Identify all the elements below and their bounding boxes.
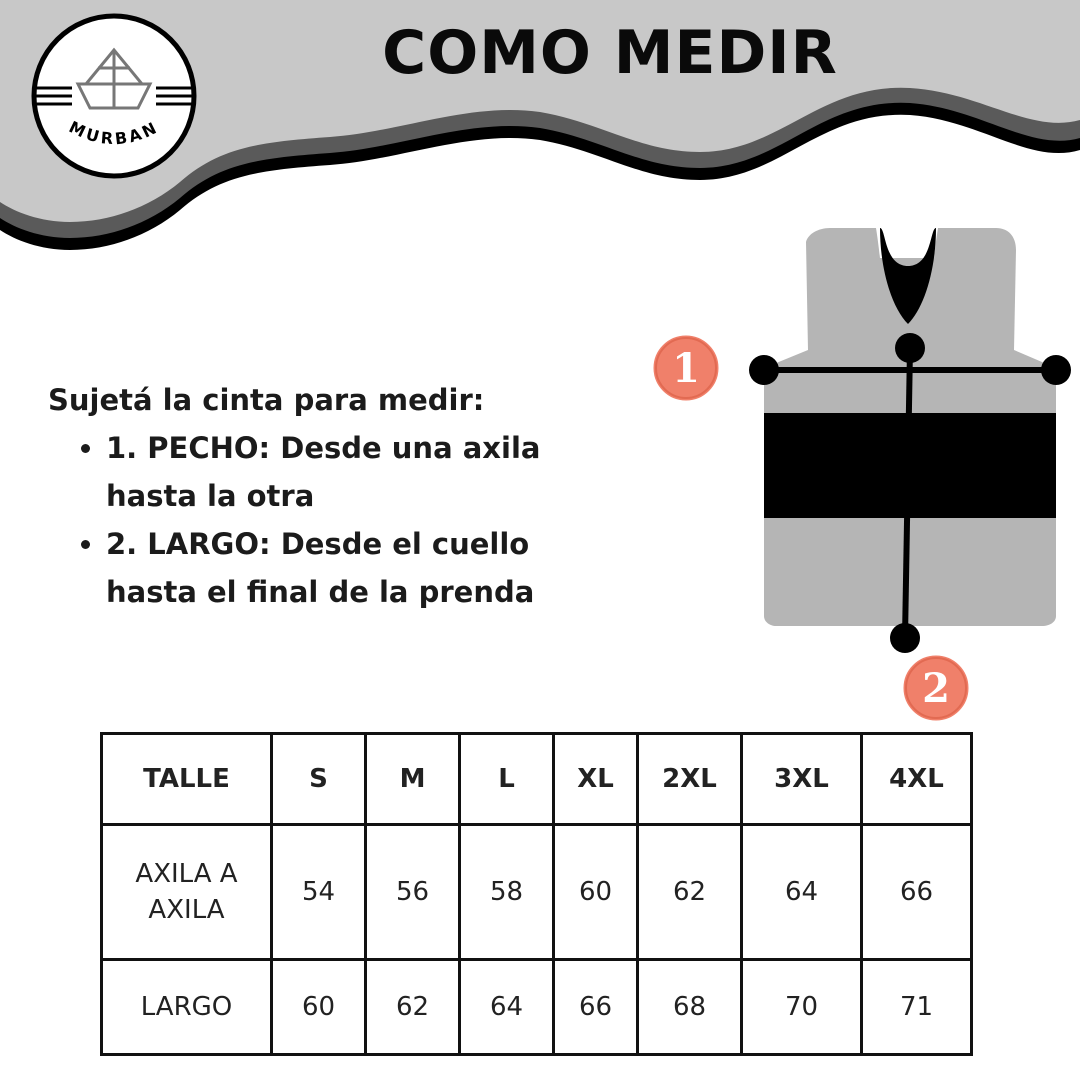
table-cell: 56 bbox=[366, 825, 460, 960]
instructions-list bbox=[48, 424, 608, 616]
size-header-4xl: 4XL bbox=[862, 734, 972, 825]
instruction-length: • 2. LARGO: Desde el cuello hasta el final de la prenda bbox=[106, 520, 608, 616]
size-table bbox=[100, 732, 973, 1056]
table-cell: 62 bbox=[638, 825, 742, 960]
table-header-label: TALLE bbox=[102, 734, 272, 825]
row-label-chest: AXILA A AXILA bbox=[102, 825, 272, 960]
size-header-s: S bbox=[272, 734, 366, 825]
table-cell: 66 bbox=[554, 960, 638, 1055]
size-header-3xl: 3XL bbox=[742, 734, 862, 825]
vest-diagram bbox=[640, 220, 1080, 730]
size-header-m: M bbox=[366, 734, 460, 825]
table-cell: 68 bbox=[638, 960, 742, 1055]
table-cell: 60 bbox=[272, 960, 366, 1055]
svg-text:2: 2 bbox=[922, 665, 950, 712]
size-header-l: L bbox=[460, 734, 554, 825]
hem-dot bbox=[890, 623, 920, 653]
brand-logo bbox=[28, 10, 200, 182]
table-header-row bbox=[102, 734, 972, 825]
chest-end-dot bbox=[1041, 355, 1071, 385]
badge-2-icon bbox=[902, 654, 970, 722]
table-cell: 64 bbox=[742, 825, 862, 960]
instruction-chest: • 1. PECHO: Desde una axila hasta la otra bbox=[106, 424, 608, 520]
table-cell: 62 bbox=[366, 960, 460, 1055]
size-header-xl: XL bbox=[554, 734, 638, 825]
row-label-length: LARGO bbox=[102, 960, 272, 1055]
table-cell: 71 bbox=[862, 960, 972, 1055]
chest-start-dot bbox=[749, 355, 779, 385]
instructions-intro: Sujetá la cinta para medir: bbox=[48, 383, 485, 417]
table-cell: 64 bbox=[460, 960, 554, 1055]
table-row bbox=[102, 960, 972, 1055]
table-cell: 70 bbox=[742, 960, 862, 1055]
table-cell: 54 bbox=[272, 825, 366, 960]
size-header-2xl: 2XL bbox=[638, 734, 742, 825]
table-cell: 66 bbox=[862, 825, 972, 960]
badge-1-icon bbox=[652, 334, 720, 402]
table-cell: 58 bbox=[460, 825, 554, 960]
svg-text:1: 1 bbox=[672, 345, 700, 392]
table-cell: 60 bbox=[554, 825, 638, 960]
instructions bbox=[48, 376, 608, 616]
neck-dot bbox=[895, 333, 925, 363]
table-row bbox=[102, 825, 972, 960]
brand-name: MURBAN bbox=[65, 117, 162, 149]
page-title: COMO MEDIR bbox=[382, 18, 838, 88]
